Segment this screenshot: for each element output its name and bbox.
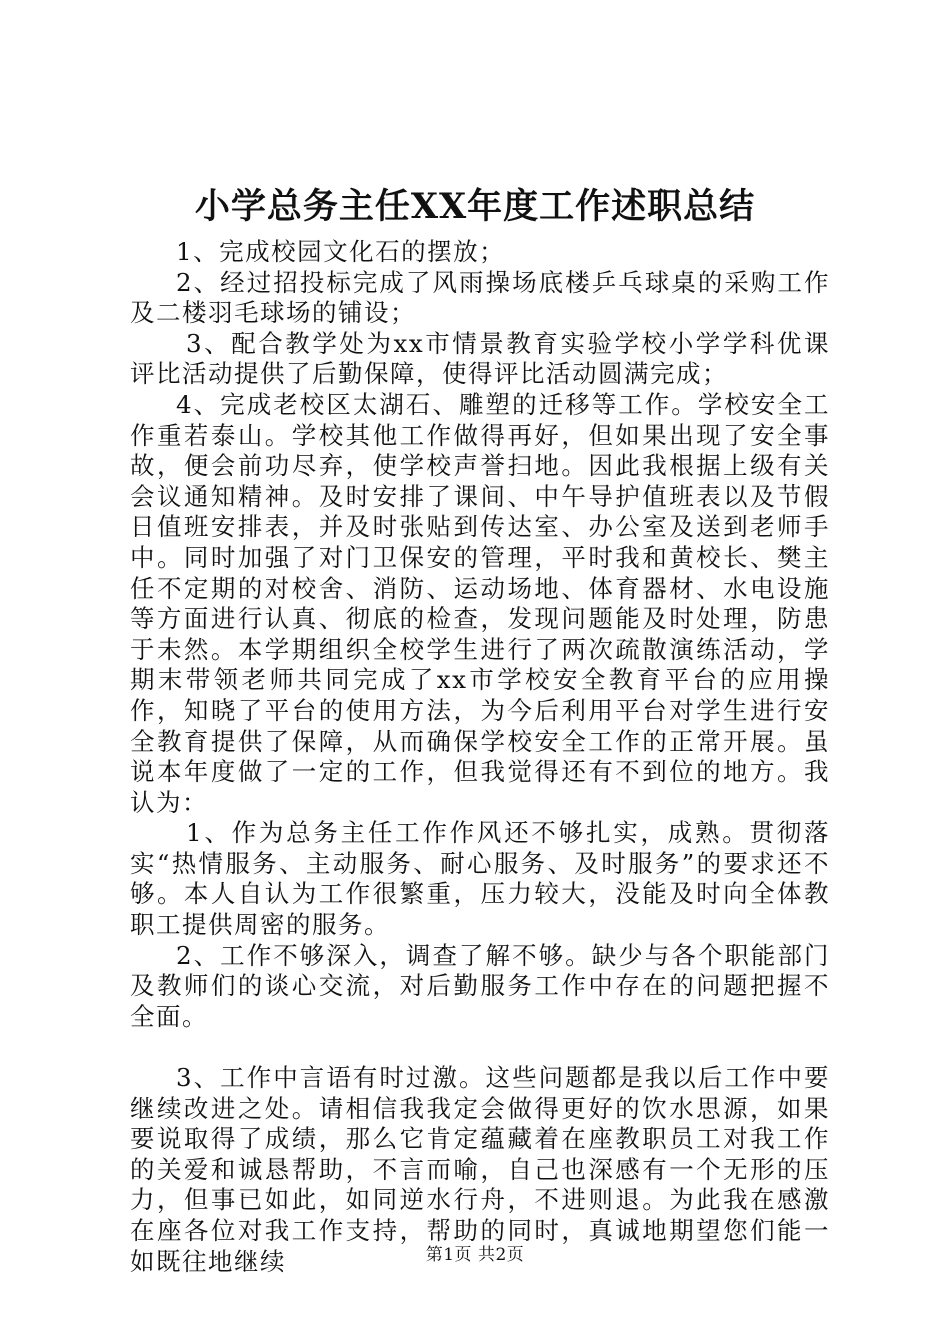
paragraph-4: 4、完成老校区太湖石、雕塑的迁移等工作。学校安全工作重若泰山。学校其他工作做得再好，但如果出现了安全事故，便会前功尽弃，使学校声誉扫地。因此我根据上级有关会议通知精神。及时安排了课间、中午导护值班表以及节假日值班安排表，并及时张贴到传达室、办公室及送到老师手中。同时加强了对门卫保安的管理，平时我和黄校长、樊主任不定期的对校舍、消防、运动场地、体育器材、水电设施等方面进行认真、彻底的检查，发现问题能及时处理，防患于未然。本学期组织全校学生进行了两次疏散演练活动，学期末带领老师共同完成了xx市学校安全教育平台的应用操作，知晓了平台的使用方法，为今后利用平台对学生进行安全教育提供了保障，从而确保学校安全工作的正常开展。虽说本年度做了一定的工作，但我觉得还有不到位的地方。我认为： — [130, 389, 830, 817]
document-body — [130, 237, 830, 1277]
paragraph-gap — [130, 1032, 830, 1063]
document-title: 小学总务主任XX年度工作述职总结 — [194, 186, 756, 227]
paragraph-3: 3、配合教学处为xx市情景教育实验学校小学学科优课评比活动提供了后勤保障，使得评比活动圆满完成； — [130, 328, 830, 389]
paragraph-7: 3、工作中言语有时过激。这些问题都是我以后工作中要继续改进之处。请相信我我定会做得更好的饮水思源，如果要说取得了成绩，那么它肯定蕴藏着在座教职员工对我工作的关爱和诚恳帮助，不言而喻，自己也深感有一个无形的压力，但事已如此，如同逆水行舟，不进则退。为此我在感激在座各位对我工作支持，帮助的同时，真诚地期望您们能一如既往地继续 — [130, 1063, 830, 1276]
paragraph-6: 2、工作不够深入，调查了解不够。缺少与各个职能部门及教师们的谈心交流，对后勤服务工作中存在的问题把握不全面。 — [130, 940, 830, 1031]
paragraph-2: 2、经过招投标完成了风雨操场底楼乒乓球桌的采购工作及二楼羽毛球场的铺设； — [130, 267, 830, 328]
page-footer: 第1页 共2页 — [425, 1245, 525, 1265]
paragraph-5: 1、作为总务主任工作作风还不够扎实，成熟。贯彻落实“热情服务、主动服务、耐心服务、及时服务”的要求还不够。本人自认为工作很繁重，压力较大，没能及时向全体教职工提供周密的服务。 — [130, 818, 830, 940]
paragraph-1: 1、完成校园文化石的摆放； — [176, 237, 506, 266]
